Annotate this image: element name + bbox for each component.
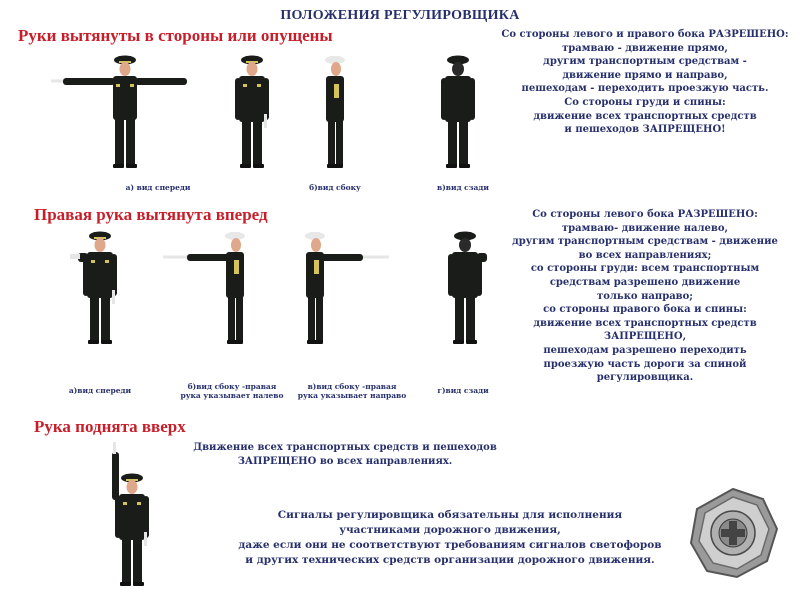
section-2-description: Со стороны левого бока РАЗРЕШЕНО: трамваю- движение налево, другим транспортным средствам - движение во всех направлениях; со стороны груди: всем транспортным средствам разрешено движение только направо; со стороны правого бока и спины: движение всех транспортных средств ЗАПРЕЩЕНО, пешеходам разрешено переходить проезжую часть дороги за спиной регулировщика. [512,209,778,384]
officer-arm-raised-figure [112,442,149,586]
page-title: ПОЛОЖЕНИЯ РЕГУЛИРОВЩИКА [280,8,520,23]
section-2-figures [40,222,510,382]
officer-front-arms-out-figure [51,56,199,169]
section-2-caption-b: б)вид сбоку -правая рука указывает налево [180,382,284,400]
section-2-caption-a: а)вид спереди [68,386,132,395]
section-3-figure [90,440,180,590]
section-1-caption-c: в)вид сзади [437,183,489,192]
section-1-heading: Руки вытянуты в стороны или опущены [18,26,333,45]
traffic-police-emblem-icon [685,485,781,581]
section-2-caption-c: в)вид сбоку -правая рука указывает направо [297,382,407,400]
section-1-figures [40,42,510,192]
officer-front-arm-forward-figure [70,232,117,345]
officer-front-arms-down-figure [235,56,269,169]
officer-side-point-left-figure [163,232,245,344]
section-2-heading: Правая рука вытянута вперед [34,205,268,224]
section-2-caption-d: г)вид сзади [437,386,489,395]
section-1-description: Со стороны левого и правого бока РАЗРЕШЕНО: трамваю - движение прямо, другим транспортным средствам - движение прямо и направо, пешеходам - переходить проезжую часть. Со стороны груди и спины: движение всех транспортных средств и пешеходов ЗАПРЕЩЕНО! [501,29,789,136]
officer-side-point-right-figure [305,232,389,344]
section-3-description: Движение всех транспортных средств и пешеходов ЗАПРЕЩЕНО во всех направлениях. [193,442,497,467]
officer-side-figure [325,56,345,168]
officer-back-arm-forward-figure [448,232,487,345]
section-1-caption-a: а) вид спереди [125,183,191,192]
signals-note: Сигналы регулировщика обязательны для исполнения участниками дорожного движения, даже если они не соответствуют требованиям сигналов светофоров и других технических средств организации дорожного движения. [238,509,662,566]
officer-back-figure [441,56,475,169]
section-3-heading: Рука поднята вверх [34,417,186,436]
section-1-caption-b: б)вид сбоку [309,183,361,192]
